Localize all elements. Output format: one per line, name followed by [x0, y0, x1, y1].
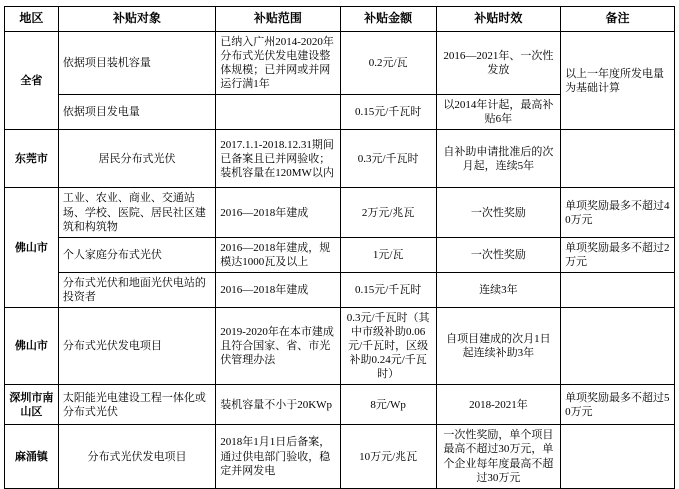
cell-period: 2018-2021年 [436, 385, 560, 425]
column-header-period: 补贴时效 [436, 7, 560, 32]
cell-period: 自补助申请批准后的次月起，连续5年 [436, 130, 560, 188]
cell-amount: 0.15元/千瓦时 [340, 95, 436, 130]
column-header-amount: 补贴金额 [340, 7, 436, 32]
cell-remark: 单项奖励最多不超过50万元 [561, 385, 675, 425]
table-row [5, 188, 675, 237]
cell-scope [216, 95, 340, 130]
cell-period: 连续3年 [436, 272, 560, 307]
column-header-remark: 备注 [561, 7, 675, 32]
cell-region: 全省 [5, 32, 59, 130]
cell-target: 个人家庭分布式光伏 [58, 237, 215, 272]
cell-target: 工业、农业、商业、交通站场、学校、医院、居民社区建筑和构筑物 [58, 188, 215, 237]
cell-remark [561, 272, 675, 307]
cell-scope: 2019-2020年在本市建成且符合国家、省、市光伏管理办法 [216, 308, 340, 385]
cell-scope: 2016—2018年建成 [216, 188, 340, 237]
cell-target: 分布式光伏发电项目 [58, 425, 215, 488]
table-header-row [5, 7, 675, 32]
cell-scope: 2016—2018年建成 [216, 272, 340, 307]
cell-amount: 0.3元/千瓦时 [340, 130, 436, 188]
cell-period: 一次性奖励 [436, 237, 560, 272]
cell-remark: 单项奖励最多不超过40万元 [561, 188, 675, 237]
cell-amount: 10万元/兆瓦 [340, 425, 436, 488]
cell-amount: 1元/瓦 [340, 237, 436, 272]
cell-target: 分布式光伏发电项目 [58, 308, 215, 385]
cell-region: 东莞市 [5, 130, 59, 188]
cell-target: 居民分布式光伏 [58, 130, 215, 188]
cell-scope: 2017.1.1-2018.12.31期间已备案且已并网验收；装机容量在120MW以内 [216, 130, 340, 188]
cell-remark [561, 425, 675, 488]
column-header-target: 补贴对象 [58, 7, 215, 32]
column-header-scope: 补贴范围 [216, 7, 340, 32]
cell-remark: 以上一年度所发电量为基础计算 [561, 32, 675, 130]
table-row [5, 308, 675, 385]
cell-amount: 8元/Wp [340, 385, 436, 425]
cell-amount: 0.3元/千瓦时（其中市级补助0.06元/千瓦时，区级补助0.24元/千瓦时） [340, 308, 436, 385]
table-row [5, 237, 675, 272]
table-row [5, 385, 675, 425]
cell-target: 分布式光伏和地面光伏电站的投资者 [58, 272, 215, 307]
cell-target: 依据项目发电量 [58, 95, 215, 130]
cell-region: 佛山市 [5, 188, 59, 308]
cell-remark [561, 308, 675, 385]
cell-scope: 已纳入广州2014-2020年分布式光伏发电建设整体规模；已并网或并网运行满1年 [216, 32, 340, 95]
cell-scope: 装机容量不小于20KWp [216, 385, 340, 425]
cell-region: 深圳市南山区 [5, 385, 59, 425]
cell-remark: 单项奖励最多不超过2万元 [561, 237, 675, 272]
cell-period: 一次性奖励，单个项目最高不超过30万元，单个企业每年度最高不超过30万元 [436, 425, 560, 488]
cell-target: 依据项目装机容量 [58, 32, 215, 95]
cell-remark [561, 130, 675, 188]
table-row [5, 272, 675, 307]
column-header-region: 地区 [5, 7, 59, 32]
table-row [5, 32, 675, 95]
cell-period: 自项目建成的次月1日起连续补助3年 [436, 308, 560, 385]
cell-period: 一次性奖励 [436, 188, 560, 237]
cell-amount: 2万元/兆瓦 [340, 188, 436, 237]
subsidy-table [4, 6, 675, 489]
cell-amount: 0.15元/千瓦时 [340, 272, 436, 307]
cell-period: 以2014年计起，最高补贴6年 [436, 95, 560, 130]
cell-amount: 0.2元/瓦 [340, 32, 436, 95]
table-row [5, 130, 675, 188]
cell-scope: 2016—2018年建成，规模达1000瓦及以上 [216, 237, 340, 272]
cell-region: 麻涌镇 [5, 425, 59, 488]
cell-scope: 2018年1月1日后备案，通过供电部门验收，稳定并网发电 [216, 425, 340, 488]
cell-target: 太阳能光电建设工程一体化或分布式光伏 [58, 385, 215, 425]
table-row [5, 425, 675, 488]
cell-region: 佛山市 [5, 308, 59, 385]
cell-period: 2016—2021年、一次性发放 [436, 32, 560, 95]
